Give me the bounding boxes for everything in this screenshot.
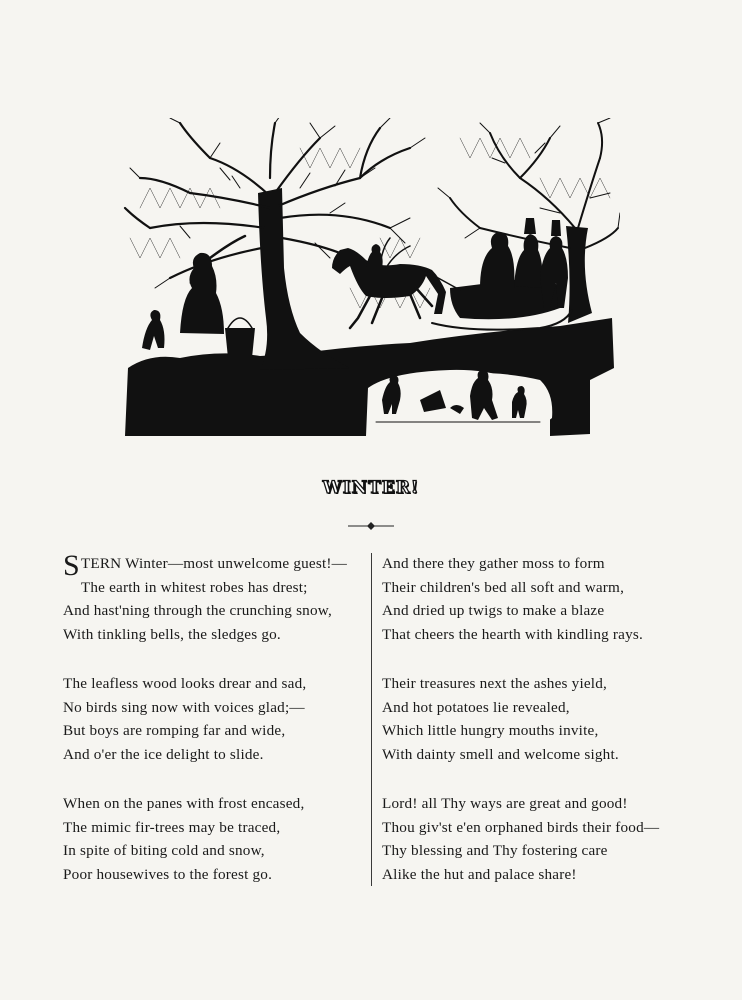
poem-line: And dried up twigs to make a blaze — [382, 602, 605, 619]
poem-line: Thou giv'st e'en orphaned birds their food— — [382, 818, 660, 836]
poem-line-text: TERN Winter—most unwelcome guest!— — [80, 555, 348, 572]
poem-line: Their treasures next the ashes yield, — [382, 675, 608, 692]
winter-silhouette-illustration — [120, 118, 620, 440]
drop-cap: S — [63, 549, 80, 582]
title-ornament — [348, 521, 394, 531]
poem-line: That cheers the hearth with kindling rays. — [382, 625, 644, 643]
poem-line: And hast'ning through the crunching snow, — [63, 602, 332, 619]
poem-line: The mimic fir-trees may be traced, — [63, 818, 281, 836]
column-divider — [371, 553, 372, 886]
poem-stanza — [63, 792, 363, 886]
poem-line: Lord! all Thy ways are great and good! — [382, 795, 628, 812]
poem-line — [63, 549, 363, 582]
poem-line: Which little hungry mouths invite, — [382, 722, 599, 739]
poem-line: Thy blessing and Thy fostering care — [382, 842, 608, 859]
poem-left-column — [63, 549, 363, 912]
poem-line: The earth in whitest robes has drest; — [80, 578, 308, 596]
poem-stanza — [382, 552, 702, 646]
poem-stanza — [63, 549, 363, 646]
poem-line: Alike the hut and palace share! — [382, 865, 577, 883]
poem-line: And o'er the ice delight to slide. — [63, 745, 264, 763]
poem-line: No birds sing now with voices glad;— — [63, 698, 305, 716]
poem-stanza — [63, 672, 363, 766]
poem-line: With dainty smell and welcome sight. — [382, 745, 619, 763]
poem-line: Their children's bed all soft and warm, — [382, 578, 625, 596]
poem-stanza — [382, 792, 702, 886]
poem-line: But boys are romping far and wide, — [63, 722, 286, 739]
poem-line: In spite of biting cold and snow, — [63, 842, 265, 859]
page-title: WINTER! — [322, 478, 420, 498]
poem-right-column — [382, 552, 702, 912]
poem-line: When on the panes with frost encased, — [63, 795, 305, 812]
poem-line: And there they gather moss to form — [382, 555, 605, 572]
poem-line: The leafless wood looks drear and sad, — [63, 675, 307, 692]
poem-stanza — [382, 672, 702, 766]
poem-line: And hot potatoes lie revealed, — [382, 698, 570, 716]
poem-line: Poor housewives to the forest go. — [63, 865, 273, 883]
poem-line: With tinkling bells, the sledges go. — [63, 625, 281, 643]
